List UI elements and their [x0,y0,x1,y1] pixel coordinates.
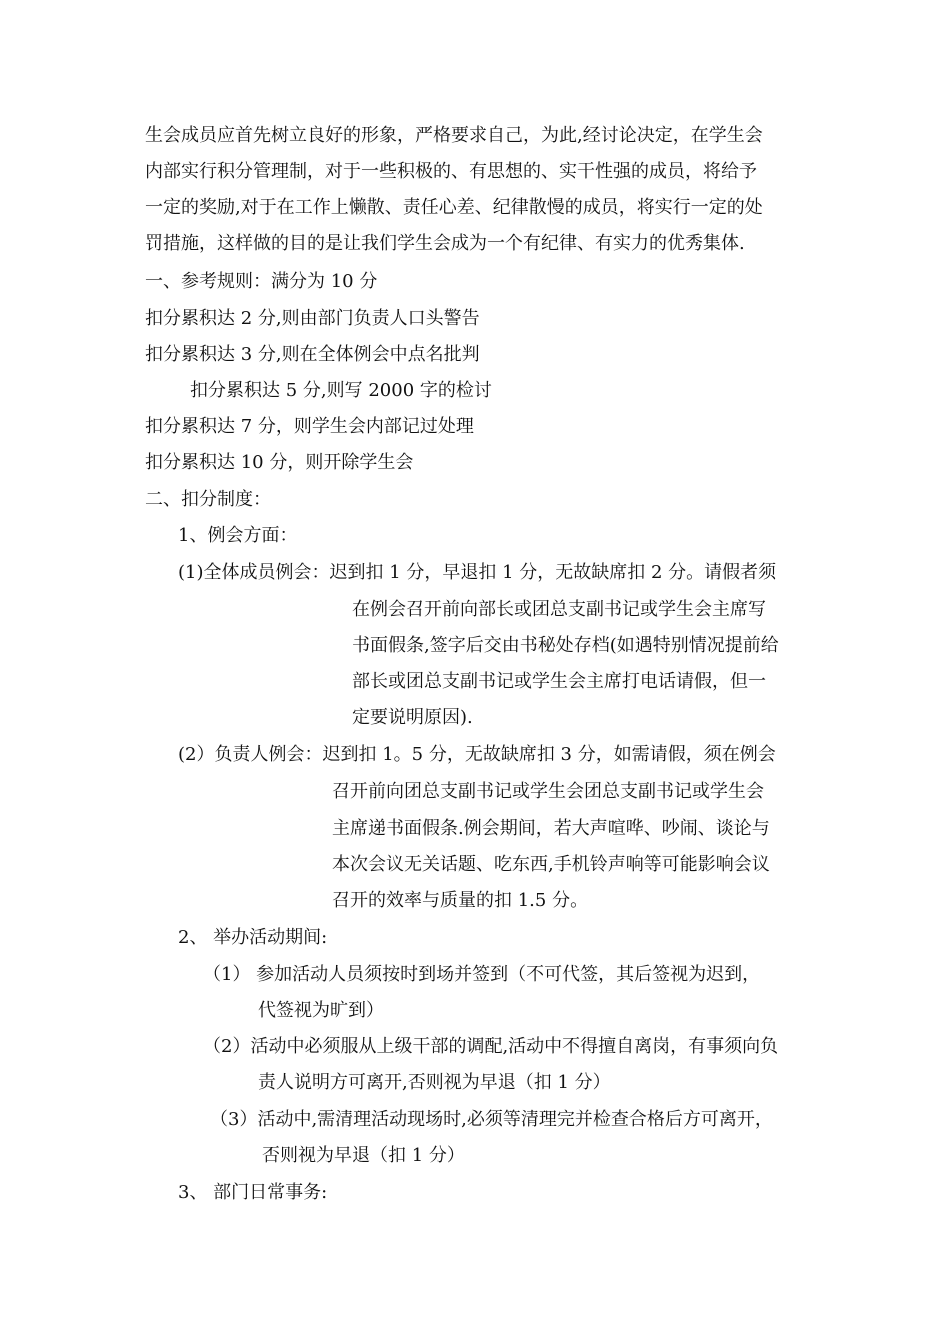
daily-affairs-heading: 3、 部门日常事务: [178,1182,328,1203]
rule-item: 扣分累积达 2 分,则由部门负责人口头警告 [145,308,480,329]
clause-line: 书面假条,签字后交由书秘处存档(如遇特别情况提前给 [352,635,779,656]
activities-heading: 2、 举办活动期间: [178,927,328,948]
rule-item: 扣分累积达 10 分，则开除学生会 [145,452,414,473]
clause-line: 本次会议无关话题、吃东西,手机铃声响等可能影响会议 [332,854,770,875]
intro-line-3: 一定的奖励,对于在工作上懒散、责任心差、纪律散慢的成员，将实行一定的处 [145,197,763,218]
clause-line: 责人说明方可离开,否则视为早退（扣 1 分） [258,1072,611,1093]
intro-line-4: 罚措施，这样做的目的是让我们学生会成为一个有纪律、有实力的优秀集体. [145,233,745,254]
clause-line: (2）负责人例会：迟到扣 1。5 分，无故缺席扣 3 分，如需请假，须在例会 [178,744,776,765]
rule-item: 扣分累积达 7 分，则学生会内部记过处理 [145,416,474,437]
intro-line-2: 内部实行积分管理制，对于一些积极的、有思想的、实干性强的成员，将给予 [145,161,757,182]
rule-item: 扣分累积达 5 分,则写 2000 字的检讨 [190,380,492,401]
clause-line: 部长或团总支副书记或学生会主席打电话请假，但一 [352,671,766,692]
clause-line: 否则视为早退（扣 1 分） [262,1145,465,1166]
clause-line: （2）活动中必须服从上级干部的调配,活动中不得擅自离岗，有事须向负 [203,1036,779,1057]
clause-line: 在例会召开前向部长或团总支副书记或学生会主席写 [352,599,766,620]
clause-line: 召开前向团总支副书记或学生会团总支副书记或学生会 [332,781,764,802]
clause-line: （3）活动中,需清理活动现场时,必须等清理完并检查合格后方可离开， [210,1109,773,1130]
clause-line: 定要说明原因). [352,707,473,728]
clause-line: (1)全体成员例会：迟到扣 1 分，早退扣 1 分，无故缺席扣 2 分。请假者须 [178,562,777,583]
clause-line: （1） 参加活动人员须按时到场并签到（不可代签，其后签视为迟到， [203,964,761,985]
rule-item: 扣分累积达 3 分,则在全体例会中点名批判 [145,344,480,365]
rules-heading: 一、参考规则：满分为 10 分 [145,271,378,292]
clause-line: 召开的效率与质量的扣 1.5 分。 [332,890,589,911]
meetings-heading: 1、例会方面： [178,525,298,546]
intro-line-1: 生会成员应首先树立良好的形象，严格要求自己，为此,经讨论决定，在学生会 [145,125,763,146]
clause-line: 主席递书面假条.例会期间，若大声喧哗、吵闹、谈论与 [332,818,770,839]
deduction-heading: 二、扣分制度： [145,489,271,510]
clause-line: 代签视为旷到） [258,1000,384,1021]
